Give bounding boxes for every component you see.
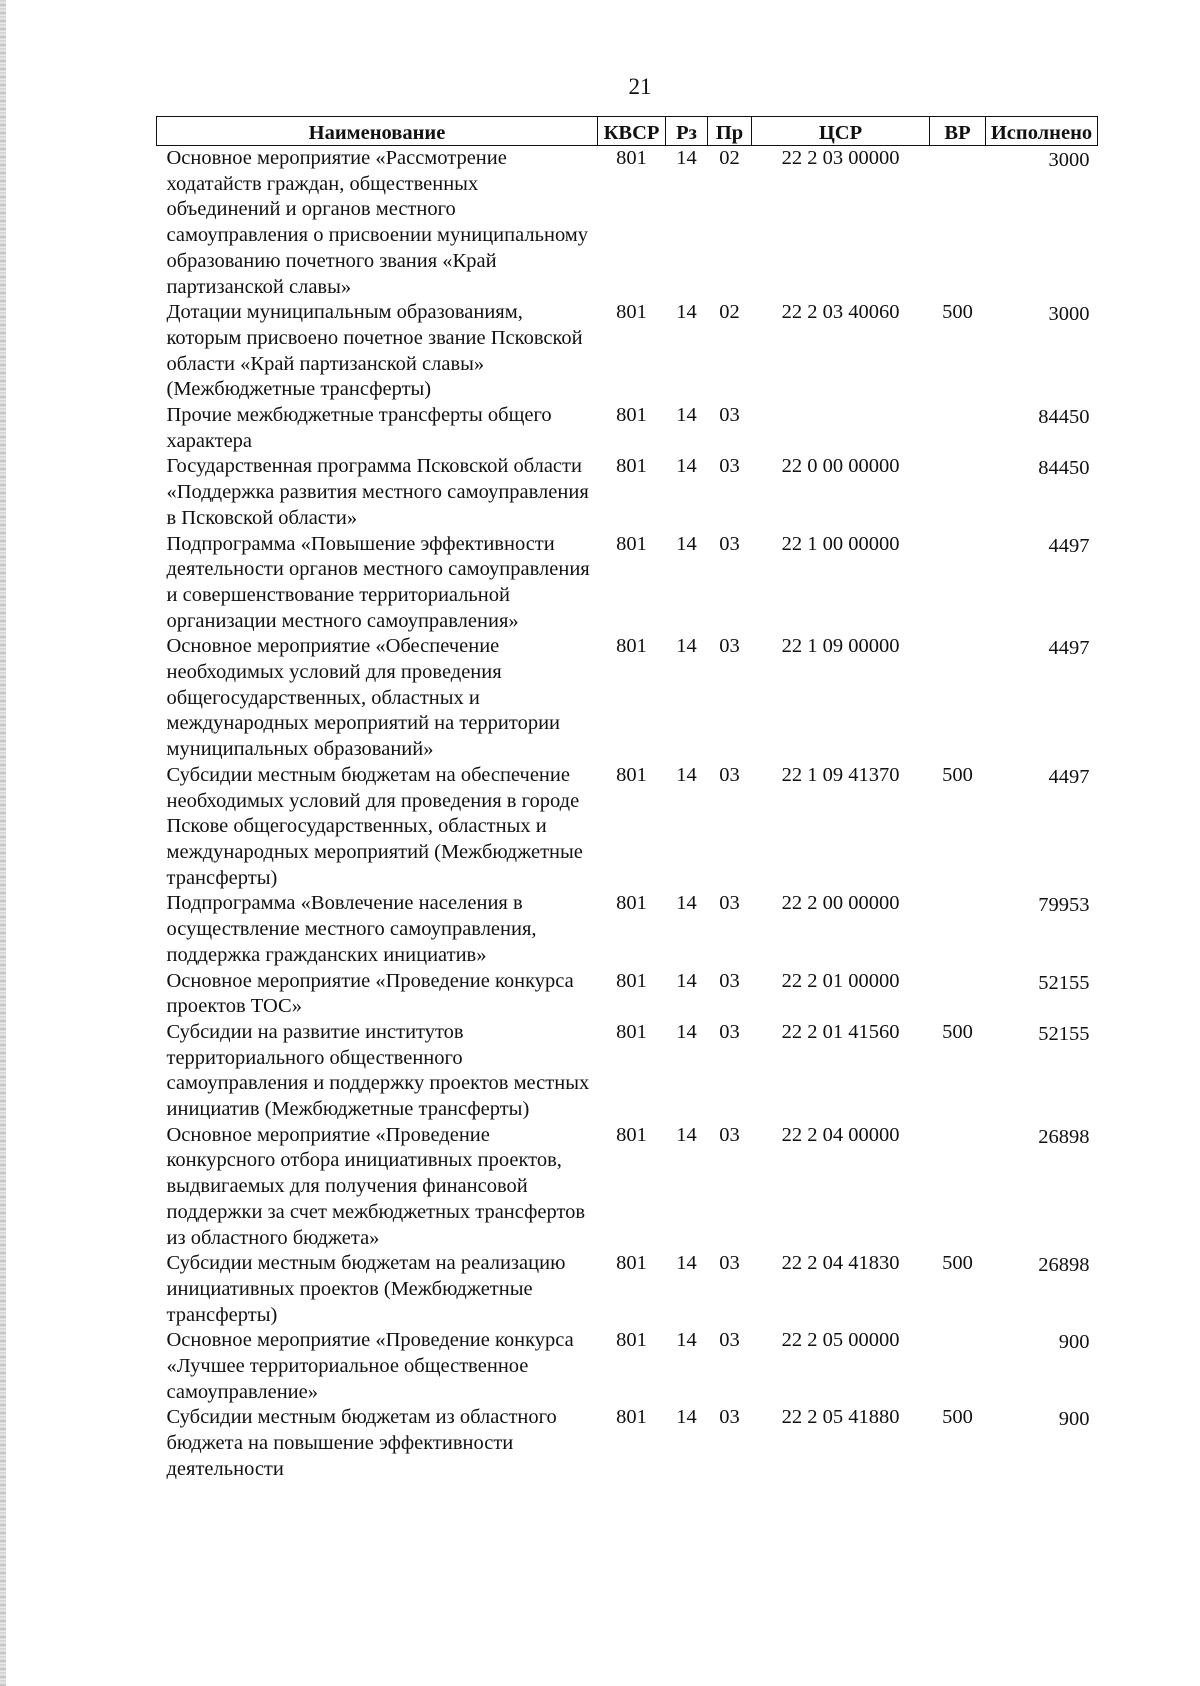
cell-csr [752,403,930,454]
cell-vr [930,1123,986,1252]
cell-isp: 84450 [1038,457,1090,480]
cell-isp: 4497 [1048,765,1090,788]
cell-name: Основное мероприятие «Проведение конкурса «Лучшее территориальное общественное самоуправление» [166,1329,574,1403]
cell-name: Дотации муниципальным образованиям, которым присвоено почетное звание Псковской области «Край партизанской славы» (Межбюджетные трансферты) [166,301,583,401]
cell-isp: 52155 [1038,971,1090,994]
cell-csr: 22 1 09 00000 [781,635,900,658]
budget-table [156,116,1098,1483]
cell-kvsr: 801 [616,532,647,555]
cell-kvsr: 801 [616,1123,647,1146]
cell-kvsr: 801 [616,301,647,324]
cell-rz: 14 [676,1123,697,1146]
cell-pr: 03 [719,532,740,555]
cell-isp: 52155 [1038,1022,1090,1045]
header-row [157,117,1098,146]
cell-kvsr: 801 [616,1252,647,1275]
table-row [157,634,1098,763]
cell-csr: 22 1 00 00000 [781,532,900,555]
cell-csr: 22 2 00 00000 [781,892,900,915]
cell-kvsr: 801 [616,892,647,915]
cell-kvsr: 801 [616,147,647,169]
page-number: 21 [628,74,652,99]
cell-csr: 22 2 05 00000 [781,1329,900,1352]
cell-kvsr: 801 [616,1406,647,1429]
cell-isp: 3000 [1048,303,1090,326]
cell-isp: 26898 [1038,1125,1090,1148]
header-vr: ВР [930,117,986,146]
cell-kvsr: 801 [616,404,647,427]
cell-rz: 14 [676,147,697,169]
cell-isp: 4497 [1048,637,1090,660]
cell-name: Подпрограмма «Вовлечение населения в осуществление местного самоуправления, поддержка гражданских инициатив» [166,892,537,966]
cell-name: Основное мероприятие «Обеспечение необходимых условий для проведения общегосударственных, областных и международных мероприятий на территории муниципальных образований» [166,635,561,761]
cell-rz: 14 [676,969,697,992]
table-header [157,117,1098,146]
cell-pr: 03 [719,635,740,658]
cell-rz: 14 [676,532,697,555]
table-row [157,1123,1098,1252]
header-kvsr: КВСР [598,117,666,146]
cell-csr: 22 2 04 41830 [781,1252,900,1275]
cell-rz: 14 [676,1252,697,1275]
cell-name: Субсидии местным бюджетам на обеспечение необходимых условий для проведения в городе Пскове общегосударственных, областных и международных мероприятий (Межбюджетные трансферты) [166,763,583,889]
table-row [157,891,1098,968]
cell-vr [930,1328,986,1405]
cell-name: Основное мероприятие «Проведение конкурсного отбора инициативных проектов, выдвигаемых для получения финансовой поддержки за счет межбюджетных трансфертов из областного бюджета» [166,1123,586,1249]
cell-csr: 22 1 09 41370 [781,763,900,786]
header-isp: Исполнено [986,117,1098,146]
table-row [157,403,1098,454]
cell-vr [930,634,986,763]
cell-isp: 3000 [1048,149,1090,171]
cell-vr [930,969,986,1020]
cell-pr: 03 [719,1406,740,1429]
cell-kvsr: 801 [616,635,647,658]
cell-isp: 900 [1058,1331,1090,1354]
cell-csr: 22 2 05 41880 [781,1406,900,1429]
table-row [157,1328,1098,1405]
cell-pr: 03 [719,1123,740,1146]
cell-name: Подпрограмма «Повышение эффективности деятельности органов местного самоуправления и совершенствование территориальной организации местного самоуправления» [166,532,590,632]
cell-csr: 22 2 01 00000 [781,969,900,992]
cell-vr [930,146,986,301]
cell-pr: 03 [719,763,740,786]
cell-csr: 22 0 00 00000 [781,455,900,478]
cell-rz: 14 [676,1329,697,1352]
cell-isp: 79953 [1038,894,1090,917]
cell-isp: 26898 [1038,1254,1090,1277]
table-row [157,1251,1098,1328]
table-row [157,532,1098,635]
cell-pr: 02 [719,147,740,169]
cell-name: Прочие межбюджетные трансферты общего характера [166,404,552,452]
cell-kvsr: 801 [616,1020,647,1043]
cell-pr: 03 [719,1020,740,1043]
cell-vr: 500 [942,301,973,324]
cell-csr: 22 2 01 41560 [781,1020,900,1043]
table-row [157,300,1098,403]
cell-rz: 14 [676,455,697,478]
cell-kvsr: 801 [616,763,647,786]
cell-isp: 900 [1058,1408,1090,1431]
cell-name: Субсидии местным бюджетам из областного бюджета на повышение эффективности деятельности [166,1406,557,1480]
cell-csr: 22 2 03 00000 [781,147,900,169]
cell-rz: 14 [676,1406,697,1429]
cell-isp: 4497 [1048,534,1090,557]
table-row [157,1405,1098,1482]
table-body [157,146,1098,1483]
cell-vr: 500 [942,1252,973,1275]
cell-kvsr: 801 [616,969,647,992]
cell-vr [930,891,986,968]
cell-vr: 500 [942,1406,973,1429]
table-row [157,146,1098,301]
cell-rz: 14 [676,635,697,658]
header-name: Наименование [157,117,598,146]
cell-kvsr: 801 [616,1329,647,1352]
cell-csr: 22 2 04 00000 [781,1123,900,1146]
cell-vr [930,454,986,531]
cell-pr: 03 [719,455,740,478]
cell-kvsr: 801 [616,455,647,478]
table-row [157,454,1098,531]
cell-name: Субсидии местным бюджетам на реализацию инициативных проектов (Межбюджетные трансферты) [166,1252,566,1326]
cell-pr: 03 [719,969,740,992]
header-rz: Рз [666,117,708,146]
cell-rz: 14 [676,404,697,427]
cell-isp: 84450 [1038,406,1090,429]
cell-csr: 22 2 03 40060 [781,301,900,324]
cell-pr: 03 [719,1329,740,1352]
cell-rz: 14 [676,892,697,915]
header-pr: Пр [708,117,752,146]
cell-pr: 03 [719,404,740,427]
cell-pr: 02 [719,301,740,324]
table-row [157,969,1098,1020]
cell-vr: 500 [942,763,973,786]
cell-vr [930,403,986,454]
cell-name: Субсидии на развитие институтов территориального общественного самоуправления и поддержку проектов местных инициатив (Межбюджетные трансферты) [166,1020,590,1121]
table-row [157,763,1098,892]
cell-rz: 14 [676,1020,697,1043]
cell-rz: 14 [676,763,697,786]
cell-rz: 14 [676,301,697,324]
cell-vr [930,532,986,635]
cell-name: Основное мероприятие «Проведение конкурса проектов ТОС» [166,969,574,1018]
cell-name: Основное мероприятие «Рассмотрение ходатайств граждан, общественных объединений и органов местного самоуправления о присвоении муниципальному образованию почетного звания «Край партизанской славы» [166,147,589,298]
cell-vr: 500 [942,1020,973,1043]
scan-edge [0,0,6,1686]
cell-pr: 03 [719,1252,740,1275]
header-csr: ЦСР [752,117,930,146]
cell-pr: 03 [719,892,740,915]
table-row [157,1020,1098,1123]
cell-name: Государственная программа Псковской области «Поддержка развития местного самоуправления в Псковской области» [166,455,589,529]
